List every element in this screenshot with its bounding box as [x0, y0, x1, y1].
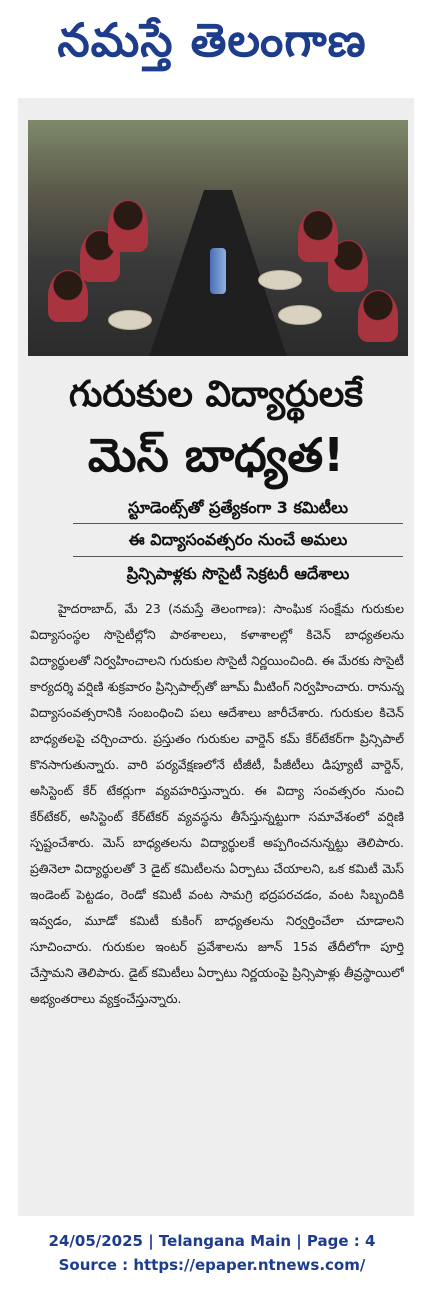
subhead-3: ప్రిన్సిపాళ్లకు సొసైటీ సెక్రటరీ ఆదేశాలు: [126, 564, 350, 583]
photo-plate: [278, 305, 322, 325]
headline-line2: మెస్ బాధ్యత!: [87, 428, 345, 482]
article-clipping: [18, 98, 414, 1216]
masthead-title: నమస్తే తెలంగాణ: [57, 13, 367, 67]
subhead-divider: [73, 523, 403, 524]
photo-plate: [258, 270, 302, 290]
photo-student: [108, 200, 148, 252]
headline-line1: గురుకుల విద్యార్థులకే: [68, 374, 364, 415]
photo-bottle: [210, 248, 226, 294]
photo-plate: [108, 310, 152, 330]
footer-edition-info: 24/05/2025 | Telangana Main | Page : 4: [48, 1232, 376, 1250]
photo-student: [298, 210, 338, 262]
subhead-2: ఈ విద్యాసంవత్సరం నుంచే అమలు: [128, 530, 348, 549]
article-photo: [28, 120, 408, 356]
subhead-divider: [73, 556, 403, 557]
article-body: హైదరాబాద్, మే 23 (నమస్తే తెలంగాణ): సాంఘిక సంక్షేమ గురుకుల విద్యాసంస్థల సొసైటీల్లోని పాఠశాలలు, కళాశాలల్లో కిచెన్ బాధ్యతలను విద్యార్థులతో నిర్వహించాలని గురుకుల సొసైటీ నిర్ణయించింది. ఈ మేరకు సొసైటీ కార్యదర్శి వర్షిణి శుక్రవారం ప్రిన్సిపాల్స్‌తో జూమ్ మీటింగ్ నిర్వహించారు. రానున్న విద్యాసంవత్సరానికి సంబంధించి పలు ఆదేశాలు జారీచేశారు. గురుకుల కిచెన్ బాధ్యతలపై చర్చించారు. ప్రస్తుతం గురుకుల వార్డెన్ కమ్ కేర్‌టేకర్‌గా ప్రిన్సిపాల్ కొనసాగుతున్నారు. వారి పర్యవేక్షణలోనే టీజీటీ, పీజీటీలు డిప్యూటీ వార్డెన్, అసిస్టెంట్ కేర్ టేకర్లుగా వ్యవహరిస్తున్నారు. ఈ విద్యా సంవత్సరం నుంచి కేర్‌టేకర్, అసిస్టెంట్ కేర్‌టేకర్ వ్యవస్థను తీసేస్తున్నట్టుగా సమావేశంలో వర్షిణి స్పష్టంచేశారు. మెస్ బాధ్యతలను విద్యార్థులకే అప్పగించనున్నట్టు తెలిపారు. ప్రతినెలా విద్యార్థులతో 3 డైట్ కమిటీలను ఏర్పాటు చేయాలని, ఒక కమిటీ మెస్ ఇండెంట్ పెట్టడం, రెండో కమిటీ వంట సామగ్రి భద్రపరచడం, వంట సిబ్బందికి ఇవ్వడం, మూడో కమిటీ కుకింగ్ బాధ్యతలను నిర్వర్తించేలా చూడాలని సూచించారు. గురుకుల ఇంటర్ ప్రవేశాలను జూన్ 15వ తేదీలోగా పూర్తి చేస్తామని తెలిపారు. డైట్ కమిటీలు ఏర్పాటు నిర్ణయంపై ప్రిన్సిపాళ్లు తీవ్రస్థాయిలో అభ్యంతరాలు వ్యక్తంచేస్తున్నారు.: [30, 601, 404, 1006]
footer-source-link[interactable]: Source : https://epaper.ntnews.com/: [58, 1256, 366, 1274]
photo-student: [358, 290, 398, 342]
masthead: [0, 0, 424, 92]
subhead-1: స్టూడెంట్స్‌తో ప్రత్యేకంగా 3 కమిటీలు: [127, 498, 349, 517]
